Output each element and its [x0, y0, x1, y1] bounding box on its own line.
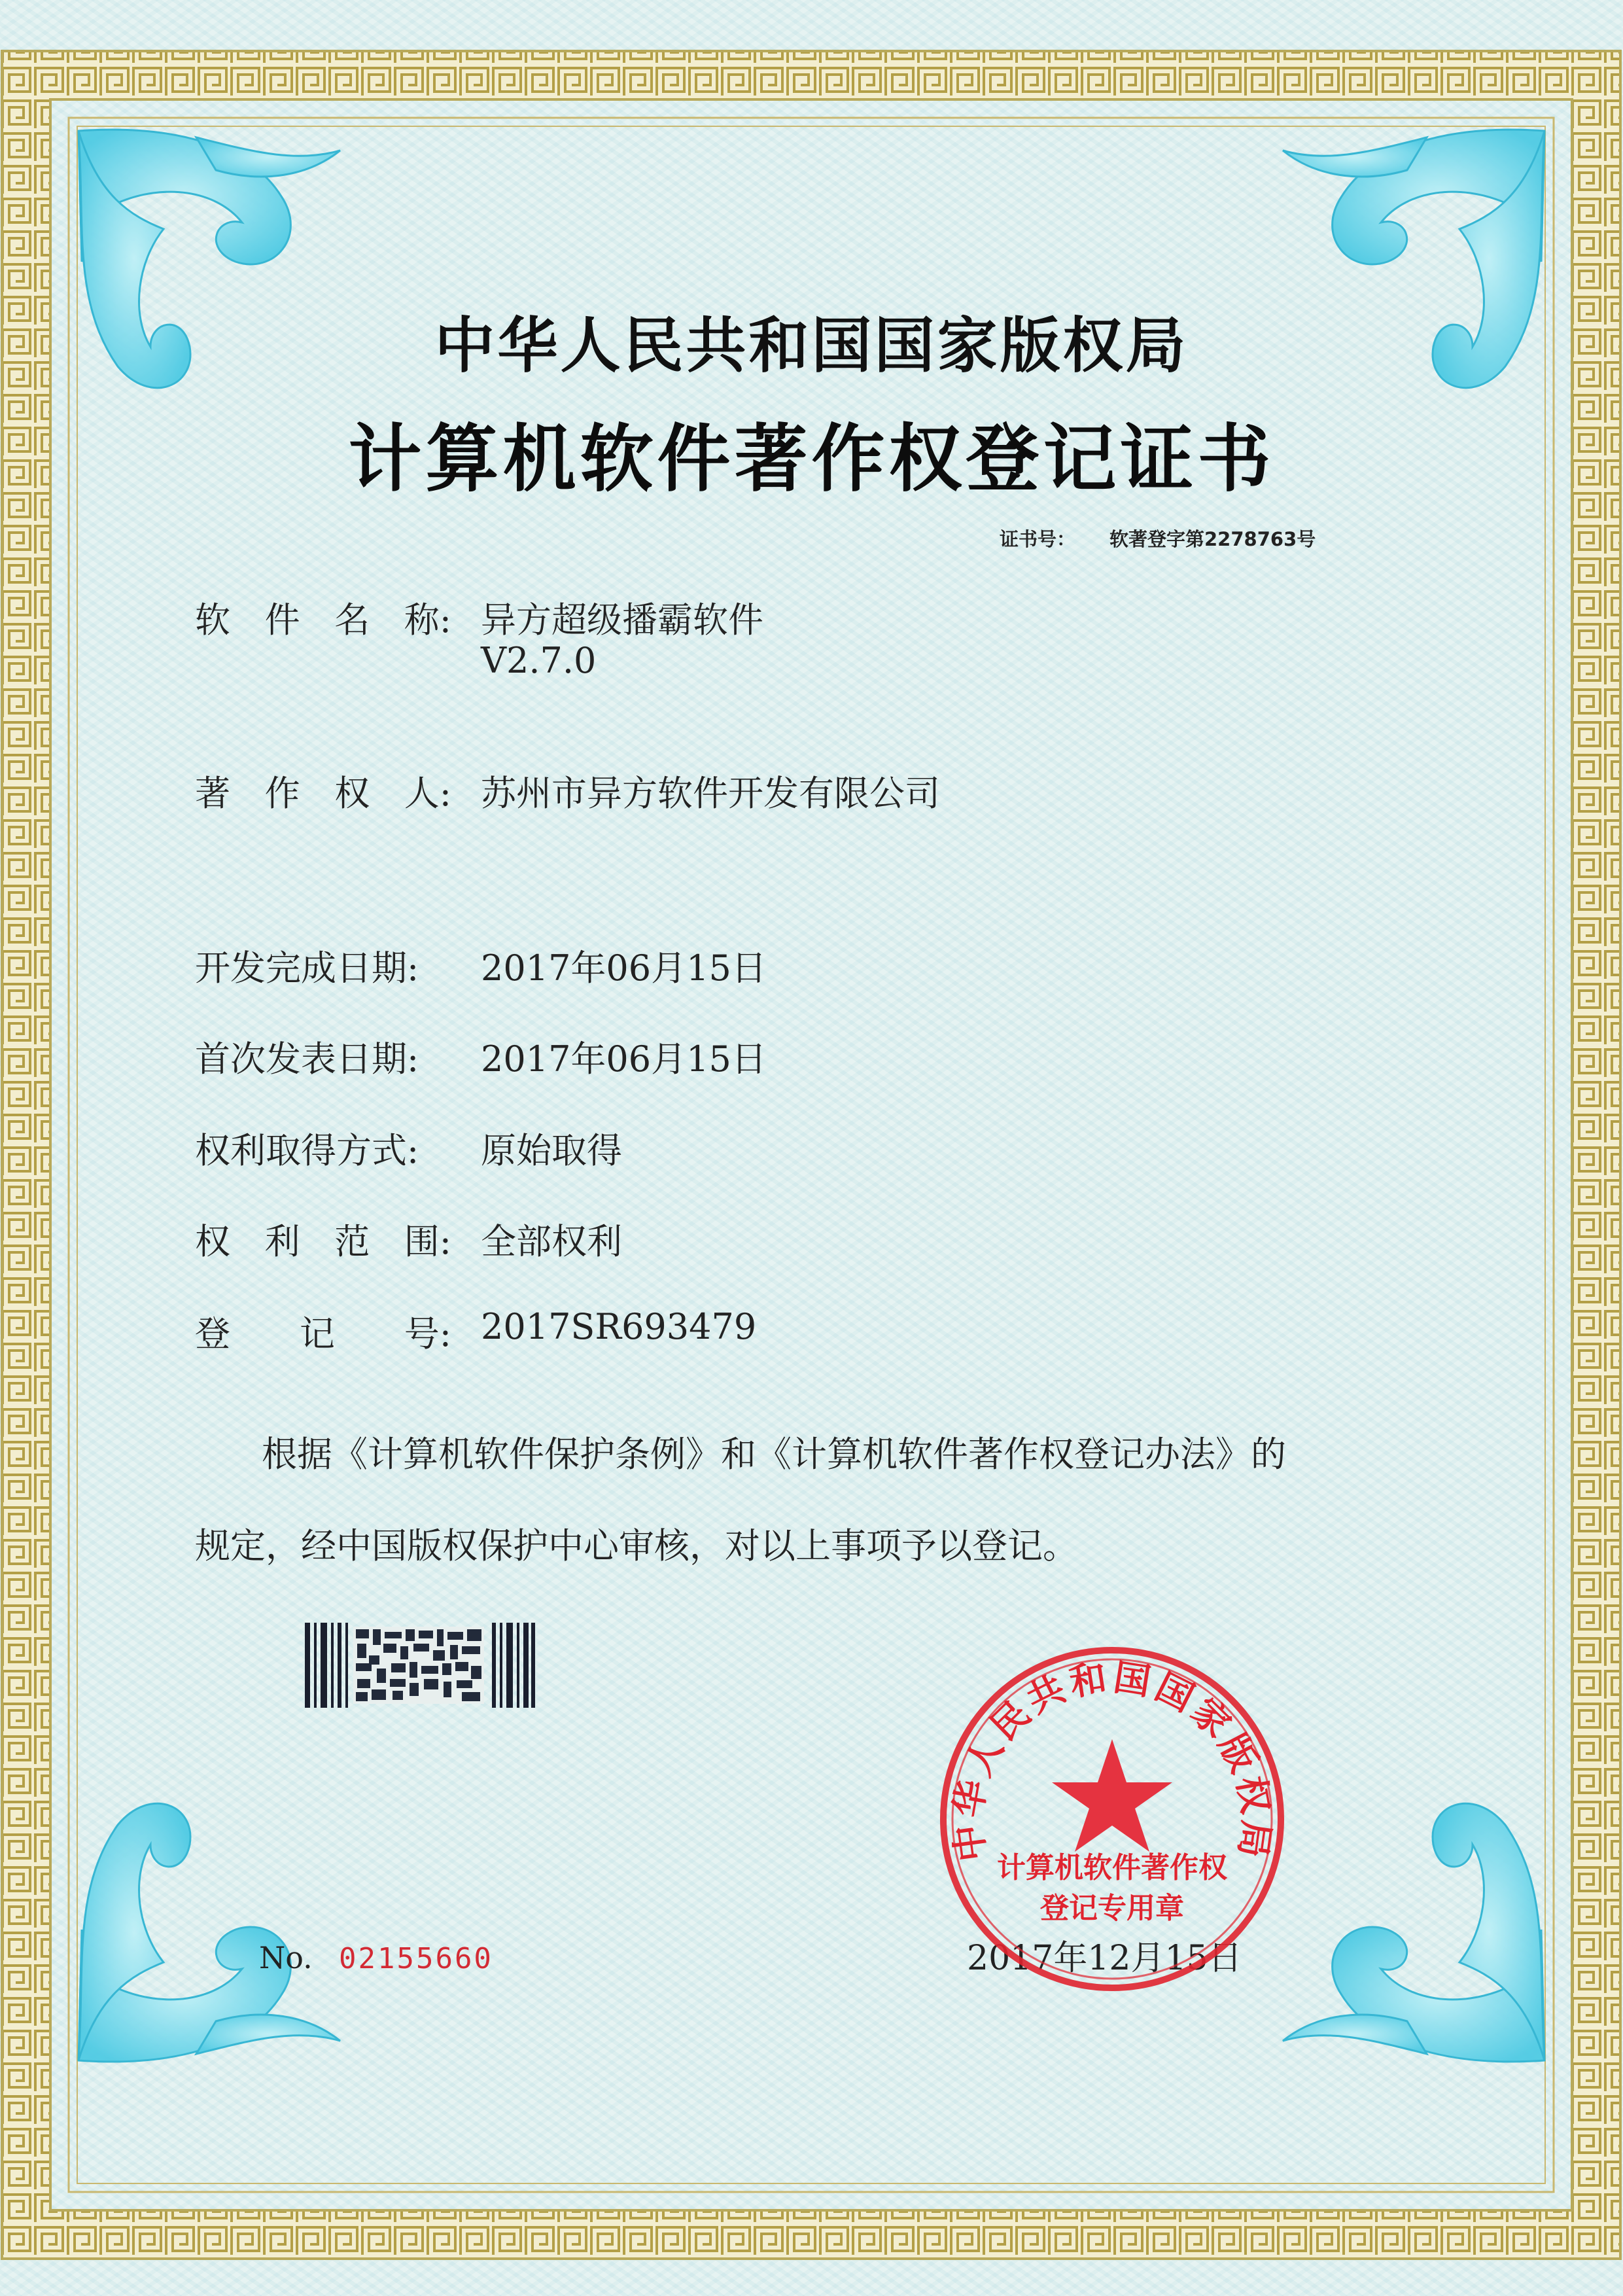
completion-date-label: 开发完成日期:	[195, 947, 419, 989]
seal-text-line-1: 计算机软件著作权	[997, 1851, 1227, 1884]
cert-number: 软著登字第2278763号	[1109, 528, 1316, 550]
issuer-title: 中华人民共和国国家版权局	[434, 311, 1189, 381]
completion-date: 2017年06月15日	[481, 947, 767, 989]
barcode-icon	[305, 1623, 535, 1708]
registration-label: 登 记 号:	[195, 1313, 451, 1354]
corner-ornament-bottom-left	[79, 1803, 340, 2062]
publish-date: 2017年06月15日	[481, 1038, 767, 1080]
seal-text-line-2: 登记专用章	[1040, 1892, 1184, 1925]
registration-number: 2017SR693479	[481, 1306, 757, 1347]
serial-label: No.	[259, 1940, 313, 1975]
official-seal	[935, 1642, 1289, 1996]
rights-scope: 全部权利	[481, 1221, 622, 1262]
statement-line-1: 根据《计算机软件保护条例》和《计算机软件著作权登记办法》的	[262, 1434, 1286, 1475]
statement-line-2: 规定，经中国版权保护中心审核，对以上事项予以登记。	[195, 1525, 1078, 1566]
issue-date: 2017年12月15日	[967, 1939, 1242, 1978]
serial-number: 02155660	[339, 1942, 493, 1975]
software-name-label: 软 件 名 称:	[195, 599, 451, 641]
certificate-title: 计算机软件著作权登记证书	[348, 417, 1275, 502]
acquisition-label: 权利取得方式:	[195, 1130, 419, 1171]
corner-ornament-bottom-right	[1283, 1803, 1544, 2062]
software-version: V2.7.0	[481, 640, 597, 681]
publish-date-label: 首次发表日期:	[195, 1038, 419, 1080]
svg-text:中华人民共和国国家版权局: 中华人民共和国国家版权局	[947, 1656, 1278, 1864]
software-name: 异方超级播霸软件	[481, 599, 763, 641]
scope-label: 权 利 范 围:	[195, 1221, 451, 1262]
star-icon	[1052, 1739, 1172, 1852]
copyright-owner-label: 著 作 权 人:	[195, 773, 451, 814]
acquisition-method: 原始取得	[481, 1130, 622, 1171]
copyright-owner: 苏州市异方软件开发有限公司	[481, 773, 940, 814]
cert-number-label: 证书号：	[1000, 528, 1076, 550]
